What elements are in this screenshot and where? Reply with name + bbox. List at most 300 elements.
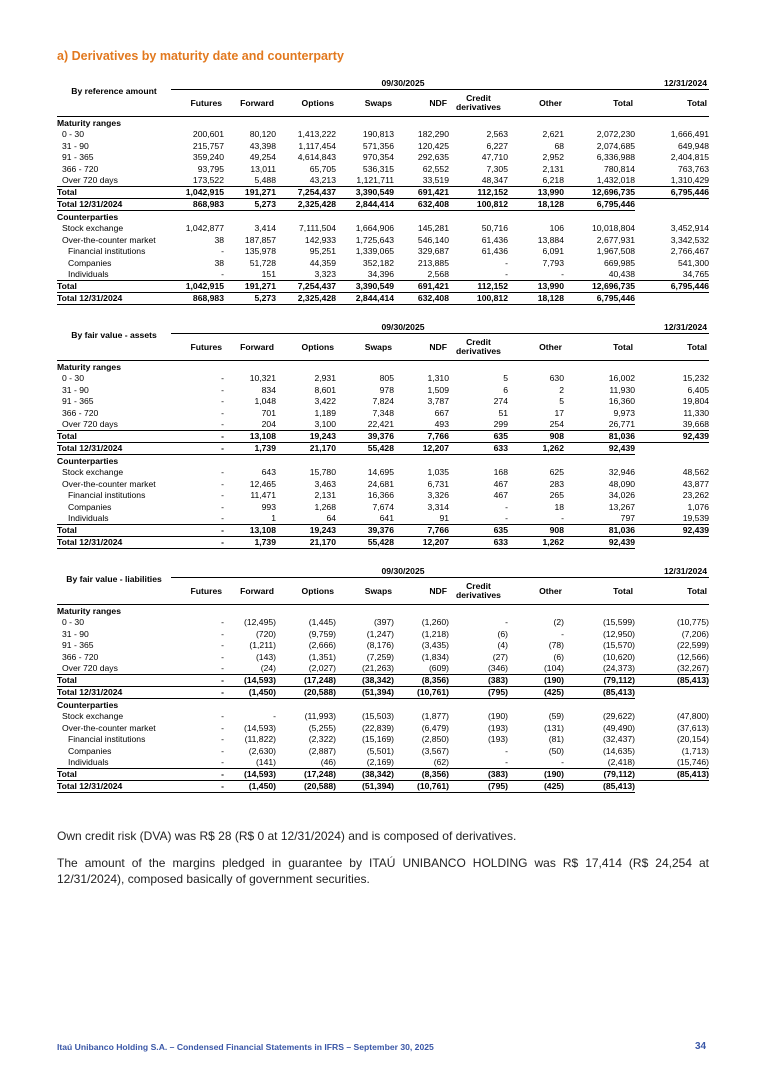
total-value: (425) xyxy=(508,781,564,793)
column-header: Futures xyxy=(171,90,224,117)
cell-value: (6) xyxy=(553,651,564,662)
total-value: (10,761) xyxy=(394,687,449,699)
total-value: 691,421 xyxy=(394,281,449,293)
total-label: Total xyxy=(57,431,171,443)
cell-value: (8,176) xyxy=(366,640,394,650)
cell-value: (1,247) xyxy=(366,628,394,639)
table-row xyxy=(57,757,709,769)
cell-value: 6,218 xyxy=(542,175,564,185)
column-header: Total xyxy=(635,90,709,117)
cell-value: - xyxy=(221,640,224,650)
row-label: 31 - 90 xyxy=(62,384,89,395)
row-label: 91 - 365 xyxy=(62,396,94,406)
cell-value: (4) xyxy=(497,640,508,650)
cell-value: - xyxy=(221,722,224,733)
section-heading-row xyxy=(57,699,709,711)
cell-value: (1,713) xyxy=(681,745,710,756)
total-value: - xyxy=(171,687,224,699)
cell-value: - xyxy=(505,617,508,627)
date-header-row xyxy=(57,78,709,90)
cell-value: (32,267) xyxy=(677,663,710,673)
total-value: (38,342) xyxy=(336,769,394,781)
column-header: NDF xyxy=(394,334,449,361)
cell-value: 1,189 xyxy=(314,407,336,418)
cell-value: 625 xyxy=(549,467,564,477)
cell-value: (22,839) xyxy=(361,722,394,733)
total-value: 5,273 xyxy=(224,199,276,211)
table-row xyxy=(57,628,709,640)
cell-value: 1,310 xyxy=(427,373,449,383)
column-header: Futures xyxy=(171,334,224,361)
row-label: Over-the-counter market xyxy=(62,478,156,489)
total-value: 92,439 xyxy=(564,443,635,455)
table-row xyxy=(57,490,709,502)
cell-value: 5 xyxy=(503,373,508,383)
table-row xyxy=(57,396,709,408)
total-label: Total xyxy=(57,525,171,537)
total-value: 55,428 xyxy=(336,443,394,455)
row-label: Over 720 days xyxy=(62,663,118,673)
cell-value: 120,425 xyxy=(417,140,449,151)
table-row xyxy=(57,617,709,629)
cell-value: 17 xyxy=(554,407,564,418)
table-row xyxy=(57,467,709,479)
cell-value: - xyxy=(505,257,508,268)
section-heading: Maturity ranges xyxy=(57,117,121,128)
column-header: NDF xyxy=(394,90,449,117)
row-label: 91 - 365 xyxy=(62,152,94,162)
cell-value: (1,211) xyxy=(249,640,276,650)
cell-value: - xyxy=(561,628,564,639)
cell-value: 10,018,804 xyxy=(592,223,636,233)
column-header: Total xyxy=(564,90,635,117)
cell-value: 43,398 xyxy=(249,140,276,151)
column-header: Total xyxy=(635,578,709,605)
table-row xyxy=(57,129,709,141)
total-value: - xyxy=(171,769,224,781)
cell-value: 49,254 xyxy=(249,152,276,162)
cell-value: (131) xyxy=(543,722,564,733)
cell-value: 3,326 xyxy=(427,490,449,500)
total-value: 19,243 xyxy=(276,525,336,537)
total-value: - xyxy=(171,431,224,443)
cell-value: (1,351) xyxy=(308,651,336,662)
cell-value: 51 xyxy=(498,407,508,418)
total-value: - xyxy=(171,525,224,537)
cell-value: 145,281 xyxy=(417,223,449,233)
total-value: 908 xyxy=(508,431,564,443)
cell-value: 1,432,018 xyxy=(596,175,636,185)
paragraph-margins: The amount of the margins pledged in guarantee by ITAÚ UNIBANCO HOLDING was R$ 17,414 (R$ 24,254 at 12/31/2024), composed basically of government securities. xyxy=(57,856,709,886)
cell-value: 50,716 xyxy=(481,223,508,233)
cell-value: 187,857 xyxy=(244,234,276,245)
total-value: 7,766 xyxy=(394,431,449,443)
total-prior-row xyxy=(57,687,709,699)
total-value: 12,207 xyxy=(394,443,449,455)
cell-value: 3,100 xyxy=(314,419,336,429)
total-prior-row xyxy=(57,443,709,455)
cell-value: 24,681 xyxy=(367,478,394,489)
row-label: Individuals xyxy=(68,269,109,279)
cell-value: 39,668 xyxy=(682,419,710,429)
cell-value: 797 xyxy=(620,513,636,523)
cell-value: 6,091 xyxy=(542,246,564,256)
cell-value: 667 xyxy=(434,407,449,418)
cell-value: (15,746) xyxy=(677,757,710,767)
total-row xyxy=(57,525,709,537)
cell-value: 3,452,914 xyxy=(670,223,710,233)
table-row xyxy=(57,513,709,525)
cell-value: (2,169) xyxy=(366,757,394,767)
cell-value: 669,985 xyxy=(603,257,636,268)
cell-value: 3,414 xyxy=(254,223,276,233)
cell-value: 1,509 xyxy=(427,384,449,395)
row-label: Financial institutions xyxy=(68,490,146,500)
cell-value: 48,562 xyxy=(682,467,710,477)
date-header-row xyxy=(57,566,709,578)
total-value: 112,152 xyxy=(449,187,508,199)
financial-table xyxy=(57,78,709,305)
cell-value: 93,795 xyxy=(197,163,224,174)
date-prior: 12/31/2024 xyxy=(635,322,709,334)
cell-value: (2,850) xyxy=(421,734,449,744)
total-row xyxy=(57,675,709,687)
date-current: 09/30/2025 xyxy=(171,78,635,90)
total-value: 1,739 xyxy=(224,537,276,549)
cell-value: 8,601 xyxy=(314,384,336,395)
cell-value: 43,213 xyxy=(309,175,336,185)
cell-value: - xyxy=(221,490,224,500)
cell-value: 1,413,222 xyxy=(297,129,336,139)
cell-value: 7,348 xyxy=(372,407,394,418)
cell-value: - xyxy=(221,407,224,418)
cell-value: 970,354 xyxy=(362,152,394,162)
cell-value: (193) xyxy=(487,722,508,733)
cell-value: 168 xyxy=(493,467,508,477)
cell-value: 33,519 xyxy=(422,175,449,185)
total-label: Total 12/31/2024 xyxy=(57,293,171,305)
table-row xyxy=(57,663,709,675)
total-label: Total xyxy=(57,769,171,781)
cell-value: 11,471 xyxy=(250,490,276,500)
cell-value: 5 xyxy=(559,396,564,406)
column-header: Total xyxy=(635,334,709,361)
cell-value: 15,780 xyxy=(309,467,336,477)
cell-value: 329,687 xyxy=(417,246,449,256)
total-value: 13,108 xyxy=(224,525,276,537)
total-value: (8,356) xyxy=(394,769,449,781)
cell-value: (24) xyxy=(260,663,276,673)
total-value: (14,593) xyxy=(224,675,276,687)
cell-value: (78) xyxy=(548,640,564,650)
column-header: Forward xyxy=(224,578,276,605)
cell-value: - xyxy=(221,467,224,477)
cell-value: 2,563 xyxy=(486,129,508,139)
cell-value: 1,967,508 xyxy=(596,246,636,256)
cell-value: 47,710 xyxy=(481,152,508,162)
cell-value: 3,314 xyxy=(427,501,449,512)
cell-value: 16,360 xyxy=(608,396,636,406)
total-value: (1,450) xyxy=(224,687,276,699)
cell-value: (6) xyxy=(497,628,508,639)
cell-value: 649,948 xyxy=(677,140,710,151)
cell-value: (2,666) xyxy=(308,640,336,650)
cell-value: 3,422 xyxy=(314,396,336,406)
total-value: (190) xyxy=(508,769,564,781)
cell-value: 4,614,843 xyxy=(297,152,336,162)
section-heading-row xyxy=(57,117,709,129)
cell-value: - xyxy=(221,617,224,627)
cell-value: 1,664,906 xyxy=(355,223,394,233)
total-prior-row xyxy=(57,537,709,549)
total-value: 92,439 xyxy=(564,537,635,549)
total-label: Total xyxy=(57,675,171,687)
total-value xyxy=(635,443,709,455)
row-label: Over-the-counter market xyxy=(62,722,156,733)
cell-value: 200,601 xyxy=(192,129,224,139)
total-label: Total 12/31/2024 xyxy=(57,443,171,455)
cell-value: - xyxy=(561,757,564,767)
total-value: (51,394) xyxy=(336,687,394,699)
total-value: 2,325,428 xyxy=(276,199,336,211)
total-value: 39,376 xyxy=(336,431,394,443)
cell-value: (2,887) xyxy=(308,745,336,756)
table-title: By fair value - liabilities xyxy=(57,566,171,605)
row-label: 366 - 720 xyxy=(62,407,99,418)
paragraph-dva: Own credit risk (DVA) was R$ 28 (R$ 0 at 12/31/2024) and is composed of derivatives. xyxy=(57,829,517,843)
date-header-row xyxy=(57,322,709,334)
row-label: 31 - 90 xyxy=(62,140,89,151)
cell-value: (24,373) xyxy=(603,663,636,673)
cell-value: (1,877) xyxy=(421,711,449,721)
total-value: 100,812 xyxy=(449,293,508,305)
cell-value: (2,027) xyxy=(308,663,336,673)
row-label: Over 720 days xyxy=(62,419,118,429)
total-value: 13,108 xyxy=(224,431,276,443)
table-row xyxy=(57,373,709,385)
cell-value: 51,728 xyxy=(249,257,276,268)
cell-value: - xyxy=(221,478,224,489)
cell-value: 536,315 xyxy=(362,163,394,174)
cell-value: 701 xyxy=(261,407,276,418)
total-value: 6,795,446 xyxy=(635,187,709,199)
cell-value: 7,824 xyxy=(372,396,394,406)
total-value: (79,112) xyxy=(564,769,635,781)
row-label: 366 - 720 xyxy=(62,163,99,174)
cell-value: 467 xyxy=(493,490,508,500)
cell-value: (2,322) xyxy=(308,734,336,744)
cell-value: - xyxy=(221,501,224,512)
total-value: (85,413) xyxy=(564,687,635,699)
cell-value: 95,251 xyxy=(309,246,336,256)
cell-value: 1,117,454 xyxy=(298,140,336,151)
row-label: 0 - 30 xyxy=(62,129,84,139)
cell-value: 34,026 xyxy=(608,490,636,500)
cell-value: (37,613) xyxy=(677,722,710,733)
cell-value: 61,436 xyxy=(481,246,508,256)
total-value: 191,271 xyxy=(224,281,276,293)
total-value: 6,795,446 xyxy=(635,281,709,293)
cell-value: 834 xyxy=(261,384,276,395)
cell-value: (1,218) xyxy=(421,628,449,639)
cell-value: 14,695 xyxy=(367,467,394,477)
total-value: 1,262 xyxy=(508,537,564,549)
cell-value: 7,111,504 xyxy=(299,223,336,233)
cell-value: (81) xyxy=(548,734,564,744)
cell-value: (6,479) xyxy=(421,722,449,733)
cell-value: - xyxy=(505,501,508,512)
cell-value: 19,539 xyxy=(682,513,710,523)
column-header: Swaps xyxy=(336,578,394,605)
cell-value: - xyxy=(221,419,224,429)
cell-value: 630 xyxy=(549,373,564,383)
row-label: 366 - 720 xyxy=(62,651,99,662)
cell-value: 2,568 xyxy=(427,269,449,279)
cell-value: 173,522 xyxy=(192,175,224,185)
cell-value: 6,405 xyxy=(687,384,710,395)
cell-value: (190) xyxy=(487,711,508,721)
column-header: Forward xyxy=(224,90,276,117)
table-row xyxy=(57,152,709,164)
cell-value: (2) xyxy=(553,617,564,627)
cell-value: (141) xyxy=(255,757,276,767)
cell-value: 467 xyxy=(493,478,508,489)
table-row xyxy=(57,223,709,235)
cell-value: - xyxy=(505,513,508,523)
table-row xyxy=(57,722,709,734)
cell-value: 40,438 xyxy=(608,269,636,279)
cell-value: (1,260) xyxy=(421,617,449,627)
cell-value: 1,042,877 xyxy=(185,223,224,233)
cell-value: - xyxy=(505,757,508,767)
total-value: 3,390,549 xyxy=(336,187,394,199)
cell-value: 190,813 xyxy=(362,129,394,139)
date-prior: 12/31/2024 xyxy=(635,566,709,578)
total-value: 13,990 xyxy=(508,187,564,199)
cell-value: 215,757 xyxy=(192,140,224,151)
cell-value: 641 xyxy=(379,513,394,523)
cell-value: (22,599) xyxy=(677,640,710,650)
cell-value: 11,330 xyxy=(683,407,710,418)
total-value: 92,439 xyxy=(635,431,709,443)
total-value: 81,036 xyxy=(564,431,635,443)
section-heading-row xyxy=(57,361,709,373)
total-label: Total xyxy=(57,187,171,199)
cell-value: (21,263) xyxy=(361,663,394,673)
cell-value: 12,465 xyxy=(249,478,276,489)
cell-value: - xyxy=(221,384,224,395)
total-value: 12,696,735 xyxy=(564,187,635,199)
cell-value: 1,666,491 xyxy=(670,129,710,139)
cell-value: 780,814 xyxy=(603,163,636,174)
cell-value: 48,347 xyxy=(481,175,508,185)
total-value: (1,450) xyxy=(224,781,276,793)
date-current: 09/30/2025 xyxy=(171,322,635,334)
cell-value: 48,090 xyxy=(608,478,636,489)
cell-value: (29,622) xyxy=(603,711,636,721)
cell-value: (27) xyxy=(492,651,508,662)
table-title: By reference amount xyxy=(57,78,171,117)
cell-value: 2,677,931 xyxy=(596,234,636,245)
cell-value: - xyxy=(221,734,224,744)
cell-value: 13,884 xyxy=(537,234,564,245)
table-row xyxy=(57,651,709,663)
cell-value: (193) xyxy=(487,734,508,744)
cell-value: (47,800) xyxy=(677,711,710,721)
cell-value: 13,011 xyxy=(250,163,276,174)
cell-value: (15,570) xyxy=(603,640,636,650)
total-value: 191,271 xyxy=(224,187,276,199)
total-value: (8,356) xyxy=(394,675,449,687)
cell-value: 26,771 xyxy=(608,419,636,429)
cell-value: 43,877 xyxy=(682,478,710,489)
cell-value: 182,290 xyxy=(417,129,449,139)
cell-value: (10,775) xyxy=(677,617,710,627)
row-label: Over 720 days xyxy=(62,175,118,185)
cell-value: (3,435) xyxy=(421,640,449,650)
cell-value: 7,305 xyxy=(486,163,508,174)
total-value: 632,408 xyxy=(394,293,449,305)
cell-value: (15,169) xyxy=(361,734,394,744)
total-value: (79,112) xyxy=(564,675,635,687)
column-header: Options xyxy=(276,334,336,361)
total-value: 7,254,437 xyxy=(276,281,336,293)
cell-value: 265 xyxy=(549,490,564,500)
row-label: Stock exchange xyxy=(62,223,124,233)
cell-value: 299 xyxy=(493,419,508,429)
section-heading: Counterparties xyxy=(57,211,119,222)
cell-value: 135,978 xyxy=(244,246,276,256)
row-label: Companies xyxy=(68,745,112,756)
total-value: 1,042,915 xyxy=(171,187,224,199)
cell-value: 1,048 xyxy=(254,396,276,406)
cell-value: 2,931 xyxy=(314,373,336,383)
page-number: 34 xyxy=(695,1041,707,1052)
cell-value: 1,268 xyxy=(314,501,336,512)
cell-value: (14,635) xyxy=(603,745,636,756)
row-label: Companies xyxy=(68,501,112,512)
cell-value: 32,946 xyxy=(608,467,636,477)
table-fair-value-assets xyxy=(57,322,709,549)
cell-value: 213,885 xyxy=(417,257,449,268)
cell-value: (50) xyxy=(548,745,564,756)
total-value: (85,413) xyxy=(635,769,709,781)
column-header: Options xyxy=(276,578,336,605)
cell-value: - xyxy=(561,513,564,523)
cell-value: 34,765 xyxy=(682,269,710,279)
total-row xyxy=(57,281,709,293)
table-row xyxy=(57,734,709,746)
cell-value: 6 xyxy=(503,384,508,395)
total-value: 7,254,437 xyxy=(276,187,336,199)
cell-value: 805 xyxy=(379,373,394,383)
total-label: Total xyxy=(57,281,171,293)
cell-value: 1,035 xyxy=(427,467,449,477)
cell-value: 19,804 xyxy=(682,396,710,406)
cell-value: (5,501) xyxy=(366,745,394,756)
cell-value: (12,495) xyxy=(243,617,276,627)
cell-value: 274 xyxy=(493,396,508,406)
table-row xyxy=(57,384,709,396)
cell-value: 2,404,815 xyxy=(670,152,710,162)
cell-value: 2,072,230 xyxy=(596,129,636,139)
table-title: By fair value - assets xyxy=(57,322,171,361)
total-value: 868,983 xyxy=(171,199,224,211)
footer-text: Itaú Unibanco Holding S.A. – Condensed Financial Statements in IFRS – September 30, 2025 xyxy=(57,1042,434,1052)
column-header: Forward xyxy=(224,334,276,361)
cell-value: (49,490) xyxy=(603,722,636,733)
total-value: (10,761) xyxy=(394,781,449,793)
